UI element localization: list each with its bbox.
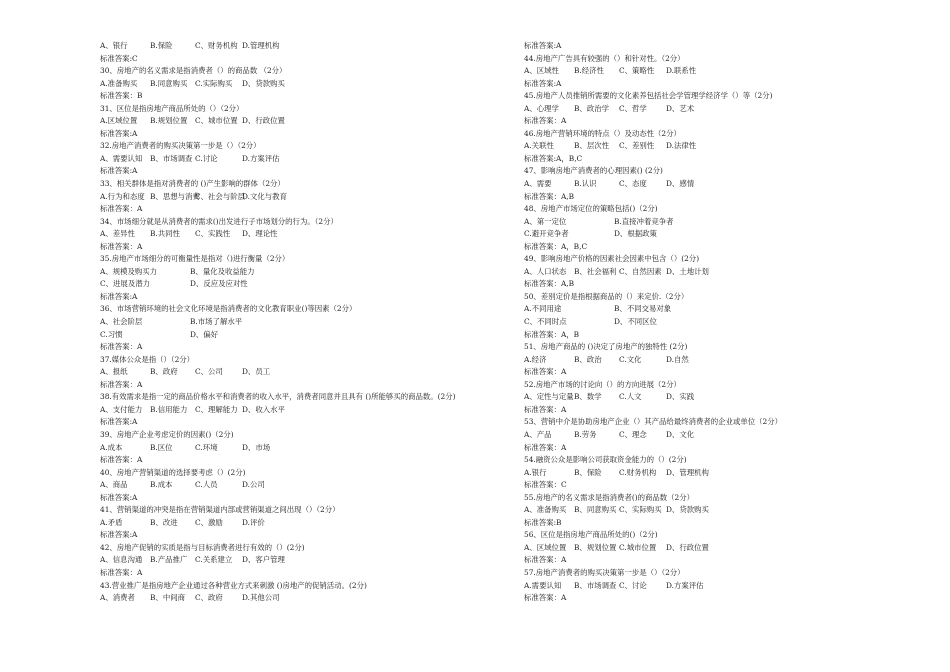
options-row bbox=[100, 479, 510, 492]
options-row bbox=[100, 153, 510, 166]
question-text: 50、差别定价是指根据商品的（）来定价.（2分） bbox=[524, 291, 689, 301]
answer-line: 标准答案:A bbox=[100, 492, 138, 502]
answer-line: 标准答案:B bbox=[524, 517, 562, 527]
option-label: B.经济性 bbox=[574, 66, 604, 76]
options-row bbox=[100, 266, 510, 279]
option-label: D、员工 bbox=[242, 367, 271, 377]
option-label: C.避开竞争者 bbox=[524, 229, 569, 239]
option-label: D.评价 bbox=[242, 517, 265, 527]
options-row bbox=[524, 504, 934, 517]
option-label: D、市场 bbox=[242, 442, 271, 452]
option-label: D、贷款购买 bbox=[242, 78, 285, 88]
option-label: D.公司 bbox=[242, 480, 265, 490]
option-label: C.人员 bbox=[195, 480, 218, 490]
option-label: A.关联性 bbox=[524, 141, 554, 151]
option-label: A.不同用途 bbox=[524, 304, 562, 314]
options-row bbox=[524, 467, 934, 480]
option-label: A.矛盾 bbox=[100, 517, 123, 527]
options-row bbox=[100, 592, 510, 605]
option-label: B.规划位置 bbox=[150, 116, 188, 126]
option-label: A、消费者 bbox=[100, 593, 135, 603]
options-row bbox=[100, 366, 510, 379]
left-column bbox=[100, 40, 510, 605]
options-row bbox=[524, 429, 934, 442]
option-label: B、社会福利 bbox=[574, 266, 617, 276]
option-label: A、准备购买 bbox=[524, 505, 567, 515]
option-label: A、需要认知 bbox=[100, 153, 143, 163]
option-label: D.管理机构 bbox=[242, 41, 280, 50]
answer-line: 标准答案：B bbox=[100, 91, 143, 101]
options-row bbox=[100, 191, 510, 204]
option-label: B.共同性 bbox=[150, 229, 180, 239]
question-text: 41、营销渠道的冲突是指在营销渠道内部或营销渠道之间出现（）（2分） bbox=[100, 505, 340, 515]
option-label: A、差异性 bbox=[100, 229, 135, 239]
option-label: D、管理机构 bbox=[666, 467, 709, 477]
question-text: 39、房地产企业考虑定价的因素()（2分) bbox=[100, 429, 234, 439]
option-label: C、实践性 bbox=[195, 229, 231, 239]
option-label: D、土地计划 bbox=[666, 266, 709, 276]
answer-line: 标准答案：A bbox=[524, 555, 567, 565]
option-label: B.劳务 bbox=[574, 429, 597, 439]
option-label: B、政治学 bbox=[574, 103, 609, 113]
answer-line: 标准答案：A,B bbox=[524, 191, 575, 201]
option-label: B、数学 bbox=[574, 392, 602, 402]
question-text: 53、营销中介是协助房地产企业（）其产品给最终消费者的企业或单位（2分） bbox=[524, 417, 783, 427]
answer-line: 标准答案：A bbox=[524, 593, 567, 603]
question-text: 46.房地产营销环境的特点（）及动态性（2分） bbox=[524, 128, 681, 138]
option-label: A.行为和态度 bbox=[100, 191, 145, 201]
options-row bbox=[100, 316, 510, 329]
options-row bbox=[524, 140, 934, 153]
options-row bbox=[100, 78, 510, 91]
option-label: C.人文 bbox=[619, 392, 642, 402]
answer-line: 标准答案：A bbox=[100, 342, 143, 352]
option-label: A.需要认知 bbox=[524, 580, 562, 590]
option-label: A、银行 bbox=[100, 41, 128, 50]
option-label: C、进展及潜力 bbox=[100, 279, 150, 289]
options-row bbox=[524, 316, 934, 329]
option-label: A.经济 bbox=[524, 354, 547, 364]
question-text: 42、房地产促销的实质是指与目标消费者进行有效的（）(2分) bbox=[100, 542, 305, 552]
option-label: A.成本 bbox=[100, 442, 123, 452]
option-label: D、不同区位 bbox=[614, 317, 657, 327]
option-label: D、艺术 bbox=[666, 103, 695, 113]
option-label: D、偏好 bbox=[190, 329, 219, 339]
option-label: B、政治 bbox=[574, 354, 602, 364]
question-text: 47、影响房地产消费者的心理因素() (2分) bbox=[524, 166, 663, 176]
answer-line: 标准答案：A bbox=[524, 116, 567, 126]
option-label: C、策略性 bbox=[619, 66, 655, 76]
question-text: 49、影响房地产价格的因素社会因素中包含（）(2分) bbox=[524, 254, 700, 264]
option-label: B.直接冲着竞争者 bbox=[614, 216, 674, 226]
answer-line: 标准答案：A bbox=[524, 367, 567, 377]
answer-line: 标准答案:A bbox=[100, 291, 138, 301]
answer-line: 标准答案：A bbox=[524, 404, 567, 414]
question-text: 56、区位是指房地产商品所处的()（2分) bbox=[524, 530, 658, 540]
option-label: B、市场调查 bbox=[150, 153, 193, 163]
option-label: A、支付能力 bbox=[100, 404, 143, 414]
options-row bbox=[100, 404, 510, 417]
question-text: 51、房地产商品的 ()决定了房地产的独特性 (2分) bbox=[524, 342, 688, 352]
question-text: 54.融资公众是影响公司获取资金能力的（）(2分) bbox=[524, 455, 687, 465]
options-row bbox=[100, 442, 510, 455]
option-label: A、区域性 bbox=[524, 66, 559, 76]
options-row bbox=[100, 517, 510, 530]
question-text: 40、房地产营销渠道的选择要考虑（）(2分) bbox=[100, 467, 246, 477]
answer-line: 标准答案：A，B,C bbox=[524, 241, 588, 251]
answer-line: 标准答案:A bbox=[100, 417, 138, 427]
option-label: A、心理学 bbox=[524, 103, 559, 113]
answer-line: 标准答案：A bbox=[100, 241, 143, 251]
options-row bbox=[524, 103, 934, 116]
option-label: D、根据政策 bbox=[614, 229, 657, 239]
option-label: C.讨论 bbox=[195, 153, 218, 163]
options-row bbox=[524, 65, 934, 78]
answer-line: 标准答案：A bbox=[524, 442, 567, 452]
question-text: 57.房地产消费者的购买决策第一步是（）（2分） bbox=[524, 567, 685, 577]
option-label: D、理论性 bbox=[242, 229, 278, 239]
options-row bbox=[524, 391, 934, 404]
option-label: B、改进 bbox=[150, 517, 178, 527]
option-label: B.市场了解水平 bbox=[190, 317, 243, 327]
option-label: C、激励 bbox=[195, 517, 223, 527]
options-row bbox=[524, 303, 934, 316]
option-label: C、理念 bbox=[619, 429, 647, 439]
option-label: A、社会阶层 bbox=[100, 317, 143, 327]
option-label: D.方案评估 bbox=[666, 580, 704, 590]
option-label: B.区位 bbox=[150, 442, 173, 452]
option-label: B、保险 bbox=[574, 467, 602, 477]
answer-line: 标准答案：A bbox=[100, 204, 143, 214]
option-label: C、自然因素 bbox=[619, 266, 662, 276]
question-text: 30、房地产的名义需求是指消费者（）的商品数 （2分） bbox=[100, 66, 287, 76]
option-label: B、思想与消费 bbox=[150, 191, 200, 201]
option-label: C、城市位置 bbox=[195, 116, 238, 126]
options-row bbox=[524, 542, 934, 555]
question-text: 44.房地产广告具有较强的（）和针对性。（2分） bbox=[524, 53, 685, 63]
option-label: C、差别性 bbox=[619, 141, 655, 151]
option-label: B、不同交易对象 bbox=[614, 304, 672, 314]
option-label: A、报纸 bbox=[100, 367, 128, 377]
question-text: 45.房地产人员推销所需要的文化素养包括社会学管理学经济学（）等（2分) bbox=[524, 91, 773, 101]
option-label: D、实践 bbox=[666, 392, 695, 402]
answer-line: 标准答案：C bbox=[524, 480, 567, 490]
option-label: C.城市位置 bbox=[619, 542, 657, 552]
option-label: A、产品 bbox=[524, 429, 552, 439]
option-label: D、客户管理 bbox=[242, 555, 285, 565]
option-label: B、量化及收益能力 bbox=[190, 266, 255, 276]
option-label: B.同意购买 bbox=[150, 78, 188, 88]
question-text: 31、区位是指房地产商品所处的（）（2分） bbox=[100, 103, 244, 113]
option-label: C、政府 bbox=[195, 593, 223, 603]
option-label: D.自然 bbox=[666, 354, 689, 364]
option-label: B、政府 bbox=[150, 367, 178, 377]
option-label: D.其他公司 bbox=[242, 593, 280, 603]
options-row bbox=[524, 216, 934, 229]
answer-line: 标准答案：A bbox=[100, 379, 143, 389]
option-label: A、规模及购买力 bbox=[100, 266, 158, 276]
option-label: D.文化与教育 bbox=[242, 191, 287, 201]
option-label: B.认识 bbox=[574, 179, 597, 189]
option-label: D、行政位置 bbox=[242, 116, 285, 126]
option-label: B、同意购买 bbox=[574, 505, 617, 515]
options-row bbox=[100, 228, 510, 241]
option-label: D、反应及应对性 bbox=[190, 279, 248, 289]
option-label: C.环境 bbox=[195, 442, 218, 452]
option-label: C、财务机构 bbox=[195, 41, 238, 50]
option-label: C、理解能力 bbox=[195, 404, 238, 414]
option-label: B、市场调查 bbox=[574, 580, 617, 590]
option-label: A、信息沟通 bbox=[100, 555, 143, 565]
option-label: C、态度 bbox=[619, 179, 647, 189]
options-row bbox=[100, 554, 510, 567]
option-label: D.法律性 bbox=[666, 141, 697, 151]
option-label: D、感情 bbox=[666, 179, 695, 189]
option-label: A、第一定位 bbox=[524, 216, 567, 226]
question-text: 48、房地产市场定位的策略包括()（2分) bbox=[524, 204, 658, 214]
option-label: D、文化 bbox=[666, 429, 695, 439]
option-label: A、定性与定量 bbox=[524, 392, 574, 402]
option-label: A、商品 bbox=[100, 480, 128, 490]
options-row bbox=[524, 228, 934, 241]
option-label: C.财务机构 bbox=[619, 467, 657, 477]
question-text: 33、相关群体是指对消费者的 ()产生影响的群体（2分） bbox=[100, 179, 285, 189]
option-label: A.银行 bbox=[524, 467, 547, 477]
answer-line: 标准答案:A bbox=[100, 128, 138, 138]
answer-line: 标准答案:C bbox=[100, 53, 138, 63]
options-row bbox=[100, 115, 510, 128]
answer-line: 标准答案:A bbox=[524, 78, 562, 88]
option-label: D.方案评估 bbox=[242, 153, 280, 163]
option-label: C.习惯 bbox=[100, 329, 123, 339]
option-label: B、规划位置 bbox=[574, 542, 617, 552]
answer-line: 标准答案:A bbox=[100, 530, 138, 540]
answer-line: 标准答案:A，B,C bbox=[524, 153, 583, 163]
answer-line: 标准答案:A bbox=[524, 41, 562, 50]
option-label: C.实际购买 bbox=[195, 78, 233, 88]
option-label: C、实际购买 bbox=[619, 505, 662, 515]
option-label: B.保险 bbox=[150, 41, 173, 50]
option-label: D、贷款购买 bbox=[666, 505, 709, 515]
option-label: A、需要 bbox=[524, 179, 552, 189]
option-label: A、人口状态 bbox=[524, 266, 567, 276]
option-label: B.成本 bbox=[150, 480, 173, 490]
option-label: C、哲学 bbox=[619, 103, 647, 113]
options-row bbox=[100, 329, 510, 342]
answer-line: 标准答案:A bbox=[100, 166, 138, 176]
question-text: 37.媒体公众是指（）（2分） bbox=[100, 354, 195, 364]
question-text: 36、市场营销环境的社会文化环境是指消费者的文化教育职业()等因素（2分） bbox=[100, 304, 357, 314]
question-text: 34、市场细分就是从消费者的需求()出发进行子市场划分的行为。（2分） bbox=[100, 216, 338, 226]
question-text: 35.房地产市场细分的可衡量性是指对（)进行衡量（2分） bbox=[100, 254, 290, 264]
options-row bbox=[524, 354, 934, 367]
option-label: D、行政位置 bbox=[666, 542, 709, 552]
option-label: C.关系建立 bbox=[195, 555, 233, 565]
option-label: B、层次性 bbox=[574, 141, 609, 151]
options-row bbox=[524, 178, 934, 191]
options-row bbox=[524, 580, 934, 593]
question-text: 43.营业推广是指房地产企业通过各种营业方式来刺激 ()房地产的促销活动。(2分) bbox=[100, 580, 367, 590]
option-label: B.信用能力 bbox=[150, 404, 188, 414]
options-row bbox=[524, 266, 934, 279]
option-label: B.产品推广 bbox=[150, 555, 188, 565]
right-column bbox=[524, 40, 934, 605]
option-label: C、不同时点 bbox=[524, 317, 567, 327]
option-label: D.联系性 bbox=[666, 66, 697, 76]
answer-line: 标准答案：A bbox=[100, 567, 143, 577]
option-label: A、区域位置 bbox=[524, 542, 567, 552]
question-text: 52.房地产市场的讨论向（）的方向进展（2分） bbox=[524, 379, 681, 389]
option-label: A.区域位置 bbox=[100, 116, 138, 126]
option-label: B、中间商 bbox=[150, 593, 185, 603]
option-label: C、社会与阶层 bbox=[195, 191, 245, 201]
answer-line: 标准答案：A,B bbox=[524, 279, 575, 289]
option-label: D、收入水平 bbox=[242, 404, 285, 414]
options-row bbox=[100, 278, 510, 291]
question-text: 38.有效需求是指一定的商品价格水平和消费者的收入水平，消费者同意并且具有 ()所能够买的商品数。(2分) bbox=[100, 392, 456, 402]
option-label: C、讨论 bbox=[619, 580, 647, 590]
option-label: C.文化 bbox=[619, 354, 642, 364]
question-text: 55.房地产的名义需求是指消费者()的商品数（2分） bbox=[524, 492, 695, 502]
option-label: A.准备购买 bbox=[100, 78, 138, 88]
answer-line: 标准答案：A，B bbox=[524, 329, 580, 339]
answer-line: 标准答案：A bbox=[100, 455, 143, 465]
options-row bbox=[100, 40, 510, 53]
option-label: C、公司 bbox=[195, 367, 223, 377]
question-text: 32.房地产消费者的购买决策第一步是（）（2分） bbox=[100, 141, 261, 151]
